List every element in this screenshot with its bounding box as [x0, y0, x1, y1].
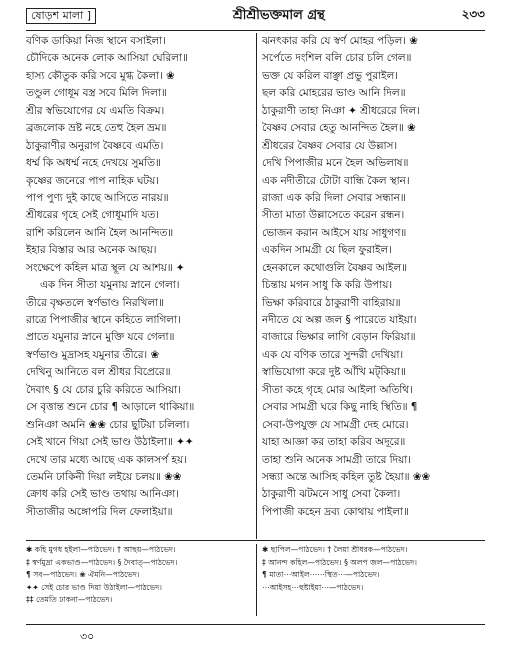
- verse-line: প্রাতে যমুনার স্নানে মুক্তি যবে গেলা॥: [26, 331, 175, 344]
- verse-line: ঠাকুরাণীর অনুরাগ বৈষ্ণবে এমতি।: [26, 139, 164, 152]
- footnote-column-separator: [256, 544, 257, 616]
- verse-line: সেই খানে গিয়া সেই ভাণ্ড উঠাইলা॥ ✦✦: [26, 436, 194, 449]
- verse-line: সীতা মাতা উল্লাসেতে করেন রন্ধন।: [262, 209, 405, 222]
- footnote-line: ✱ কহি মুগধ হইলা—পাঠভেদ। † আছয়—পাঠভেদ।: [26, 545, 176, 554]
- verse-line: চিন্তায় মগন সাধু কি করি উপায়।: [262, 279, 393, 292]
- left-footnotes: [26, 544, 252, 620]
- footnote-line: ✱ ছাপিল—পাঠভেদ। † লৈয়া শ্রীধরক—পাঠভেদ।: [262, 545, 408, 554]
- verse-line: দেখে তার মধ্যে আছে এক কালসর্প হয়।: [26, 453, 187, 466]
- verse-line: শ্রীধরের গৃহে সেই গোধূমাদি যত।: [26, 209, 159, 222]
- verse-line: বাজারে ভিক্ষার লাগি বেড়ান ফিরিয়া॥: [262, 331, 416, 344]
- footer-page-label: ৩০: [80, 630, 95, 643]
- footnotes: [26, 544, 485, 620]
- verse-line: ধর্ম্ম কি অধর্ম্ম নহে দেখয়ে সুমতি॥: [26, 157, 161, 170]
- verse-line: রাশি করিলেন আনি হৈল আনন্দিত॥: [26, 226, 174, 239]
- book-title: শ্রীশ্রীভক্তমাল গ্রন্থ: [232, 7, 325, 23]
- bottom-divider: [26, 624, 485, 625]
- verse-line: স্বর্ণভাণ্ড মুদ্রাসহ যমুনার তীরে। ❀: [26, 348, 160, 361]
- verse-line: ঝনৎকার করি যে স্বর্ণ মোহর পড়িল। ❀: [262, 35, 418, 47]
- column-separator: [256, 33, 257, 539]
- verse-line: সীতা কহে গৃহে মোর আইলা অতিথি।: [262, 383, 413, 396]
- verse-line: এক নদীতীরে টোটা বান্ধি কৈল স্থান।: [262, 174, 410, 187]
- verse-columns: [26, 33, 485, 539]
- verse-line: ব্রজলোক ভ্রষ্ট নহে তেহু হৈল ভ্রম॥: [26, 122, 167, 135]
- verse-line: কৃষ্ণের জনেরে পাপ নাহিক ঘটয়।: [26, 174, 159, 187]
- footnote-line: ⋯আইসহ⋯হুষ্টাইয়া⋯—পাঠভেদ।: [262, 582, 364, 592]
- right-footnotes: [262, 544, 485, 620]
- verse-line: ইহার বিস্তার আর অনেক আছয়।: [26, 244, 157, 257]
- verse-line: সে বৃত্তান্ত শুনে চোর ¶ আড়ালে থাকিয়া॥: [26, 401, 195, 414]
- verse-line: ভিক্ষা করিবারে ঠাকুরাণী বাহিরায়॥: [262, 296, 401, 309]
- verse-line: তণ্ডুল গোধূম বস্ত্র সবে মিলি দিলা॥: [26, 87, 167, 100]
- footnote-line: ¶ মাতা⋯আইল⋯⋯স্থিত⋯—পাঠভেদ।: [262, 570, 380, 579]
- verse-line: বণিক ডাকিয়া নিজ স্থানে বসাইলা।: [26, 35, 166, 47]
- verse-line: বৈষ্ণব সেবার হেতু আনন্দিত হৈল॥ ❀: [262, 122, 416, 135]
- verse-line: হাস্য কৌতুক করি সবে মুগ্ধ কৈলা। ❀: [26, 69, 175, 82]
- verse-line: তাহা শুনি অনেক সামগ্রী তারে দিয়া।: [262, 453, 411, 466]
- verse-line: পাপ পুণ্য দুই কাছে আসিতে নারয়॥: [26, 191, 169, 204]
- footnote-divider: [26, 540, 485, 541]
- verse-line: হেনকালে কথোগুলি বৈষ্ণব আইল॥: [262, 261, 408, 274]
- verse-line: দৈবাৎ § যে চোর চুরি করিতে আসিয়া।: [26, 383, 181, 396]
- verse-line: রাজা এক করি দিলা সেবার সন্ধান॥: [262, 191, 406, 204]
- verse-line: ছল করি মোহরের ভাণ্ড আনি দিল॥: [262, 87, 406, 100]
- footnote-line: ‡ আনন্দ কহিল—পাঠভেদ। § অলপ জল—পাঠভেদ।: [262, 557, 417, 567]
- verse-line: ঠাকুরাণী তাহা নিঞা ✦ শ্রীধরেরে দিল।: [262, 104, 420, 117]
- verse-line: একদিন সামগ্রী যে ছিল ফুরাইল।: [262, 244, 392, 257]
- verse-line: সীতাজীর অঙ্গোপরি দিল ফেলাইয়া॥: [26, 505, 173, 518]
- verse-line: শ্রীধরের বৈষ্ণব সেবার যে উল্লাস।: [262, 139, 398, 152]
- footnote-line: ¶ সব—পাঠভেদ। ❀ ঐমনি—পাঠভেদ।: [26, 570, 140, 579]
- footnote-line: ‡‡ তেমতি ঢাকনা—পাঠভেদ।: [26, 595, 113, 604]
- chapter-label: ষোড়শ মালা ]: [26, 8, 96, 24]
- header-divider: [26, 30, 485, 31]
- left-verse-column: [26, 33, 252, 539]
- verse-line: এক দিন সীতা যমুনায় স্নানে গেলা।: [40, 279, 180, 292]
- verse-line: শুনিঞা অমনি ❀❀ চোর ছুটিয়া চলিলা।: [26, 418, 190, 431]
- verse-line: ক্রোধ করি সেই ভাণ্ড তথায় আনিঞা।: [26, 488, 179, 501]
- verse-line: তীরে বৃক্ষতলে স্বর্ণভাণ্ড নিরখিলা॥: [26, 296, 164, 309]
- page-number: ২৩৩: [461, 7, 485, 21]
- verse-line: চৌদিকে অনেক লোক আসিয়া ঘেরিলা॥: [26, 52, 188, 65]
- page-header: [26, 4, 485, 28]
- verse-line: তেমনি ঢাকিনী দিয়া লইয়ে চলয়॥ ❀❀: [26, 470, 182, 483]
- verse-line: ঠাকুরাণী ঝটমনে সাধু সেবা কৈলা।: [262, 488, 401, 501]
- verse-line: এক যে বণিক তারে সুন্দরী দেখিয়া।: [262, 348, 404, 361]
- right-verse-column: [262, 33, 485, 539]
- verse-line: দেখিনু আনিতে বল শ্রীধর বিপ্রেরে॥: [26, 366, 171, 379]
- verse-line: ভোজন করান আইসে যায় সাধুগণ॥: [262, 226, 407, 239]
- verse-line: নদীতে যে অল্প জল § পারেতে যাইয়া।: [262, 314, 417, 326]
- verse-line: ভক্ত যে করিল বাঞ্ছা প্রভু পুরাইল।: [262, 69, 398, 82]
- verse-line: দেখি পিপাজীর মনে হৈল অভিলাষ॥: [262, 157, 409, 170]
- verse-line: সেবার সামগ্রী ঘরে কিছু নাহি স্থিতি॥ ¶: [262, 401, 418, 414]
- verse-line: সন্ধ্যা অন্তে আসিহ কহিল তুষ্ট হৈয়া॥ ❀❀: [262, 470, 431, 483]
- verse-line: সংক্ষেপে কহিল মাত্র স্থূল যে আশয়॥ ✦: [26, 261, 185, 274]
- verse-line: সেবা-উপযুক্ত যে সামগ্রী দেহ মোরে।: [262, 418, 409, 431]
- verse-line: রাত্রে পিপাজীর স্থানে কহিতে লাগিলা।: [26, 314, 181, 326]
- footnote-line: ‡ স্বর্ণমুদ্রা একভাণ্ড—পাঠভেদ। § দৈবাত্‌—পাঠভেদ।: [26, 557, 178, 567]
- verse-line: যাহা আজ্ঞা কর তাহা করিব অদূরে॥: [262, 436, 406, 449]
- verse-line: পিপাজী কহেন দ্রব্য কোথায় পাইলা॥: [262, 505, 409, 518]
- verse-line: শ্রীর স্বভিযোগের যে এমতি বিক্রম।: [26, 104, 165, 117]
- footnote-line: ✦✦ সেই চোর ভাণ্ড দিয়া উঠাইলা—পাঠভেদ।: [26, 582, 162, 592]
- verse-line: সর্পেতে দংশিল বলি চোর চলি গেল॥: [262, 52, 412, 65]
- verse-line: স্বাভিযোগা করে দুষ্ট আঁখি মট্‌কিয়া॥: [262, 366, 406, 379]
